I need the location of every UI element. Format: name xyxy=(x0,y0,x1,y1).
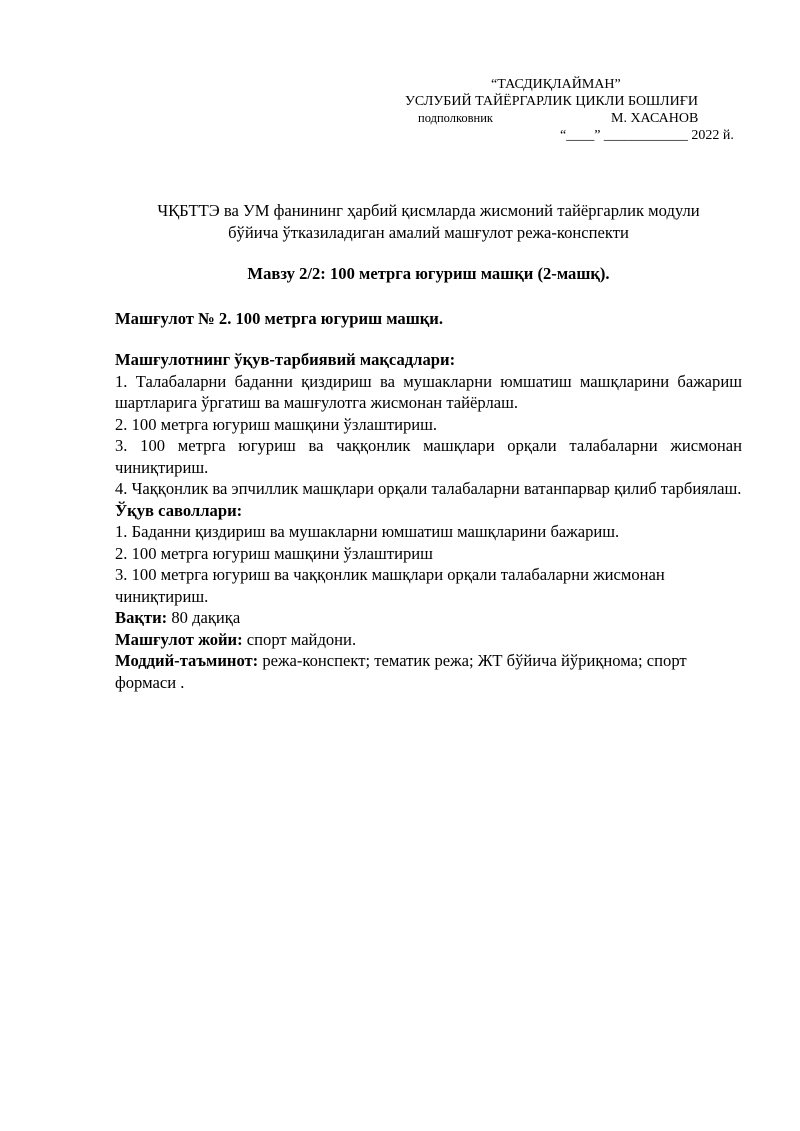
approval-title: “ТАСДИҚЛАЙМАН” xyxy=(491,77,621,92)
approval-rank: подполковник xyxy=(418,111,493,125)
lesson-topic: Мавзу 2/2: 100 метрга югуриш машқи (2-машқ). xyxy=(247,264,610,283)
approval-position: УСЛУБИЙ ТАЙЁРГАРЛИК ЦИКЛИ БОШЛИҒИ xyxy=(405,94,698,109)
place-row xyxy=(115,629,742,651)
document-title-line-2: бўйича ўтказиладиган амалий машғулот режа-конспекти xyxy=(228,222,629,242)
goal-item: 2. 100 метрга югуриш машқини ўзлаштириш. xyxy=(115,414,438,434)
question-item: 2. 100 метрга югуриш машқини ўзлаштириш xyxy=(115,543,433,563)
support-row xyxy=(115,650,742,693)
support-value: режа-конспект; тематик режа; ЖТ бўйича йўриқнома; спорт формаси . xyxy=(115,651,687,692)
questions-heading: Ўқув саволлари: xyxy=(115,500,243,520)
time-value: 80 дақиқа xyxy=(167,608,241,627)
details-section xyxy=(115,607,742,693)
document-body xyxy=(115,200,742,693)
place-value: спорт майдони. xyxy=(242,629,357,649)
goal-item: 1. Талабаларни баданни қиздириш ва мушакларни юмшатиш машқларини бажариш шартларига ўргатиш ва машғулотга жисмонан тайёрлаш. xyxy=(115,371,742,412)
goal-item: 4. Чаққонлик ва эпчиллик машқлари орқали талабаларни ватанпарвар қилиб тарбиялаш. xyxy=(115,479,742,498)
time-label: Вақти: xyxy=(115,608,168,627)
goals-heading: Машғулотнинг ўқув-тарбиявий мақсадлари: xyxy=(115,350,456,369)
lesson-number: Машғулот № 2. 100 метрга югуриш машқи. xyxy=(115,308,443,328)
question-item: 3. 100 метрга югуриш ва чаққонлик машқлари орқали талабаларни жисмонан чиниқтириш. xyxy=(115,565,665,606)
support-label: Моддий-таъминот: xyxy=(115,651,259,670)
approval-date: “____” ____________ 2022 й. xyxy=(560,128,734,143)
time-row xyxy=(115,607,742,629)
questions-section xyxy=(115,500,742,608)
document-title-line-1: ЧҚБТТЭ ва УМ фанининг ҳарбий қисмларда жисмоний тайёргарлик модули xyxy=(157,201,700,220)
approval-block xyxy=(380,76,750,144)
goal-item: 3. 100 метрга югуриш ва чаққонлик машқлари орқали талабаларни жисмонан чиниқтириш. xyxy=(115,436,742,477)
approval-name: М. ХАСАНОВ xyxy=(611,111,699,126)
goals-section xyxy=(115,349,742,500)
document-title xyxy=(115,200,742,243)
question-item: 1. Баданни қиздириш ва мушакларни юмшатиш машқларини бажариш. xyxy=(115,522,620,541)
place-label: Машғулот жойи: xyxy=(115,629,243,649)
